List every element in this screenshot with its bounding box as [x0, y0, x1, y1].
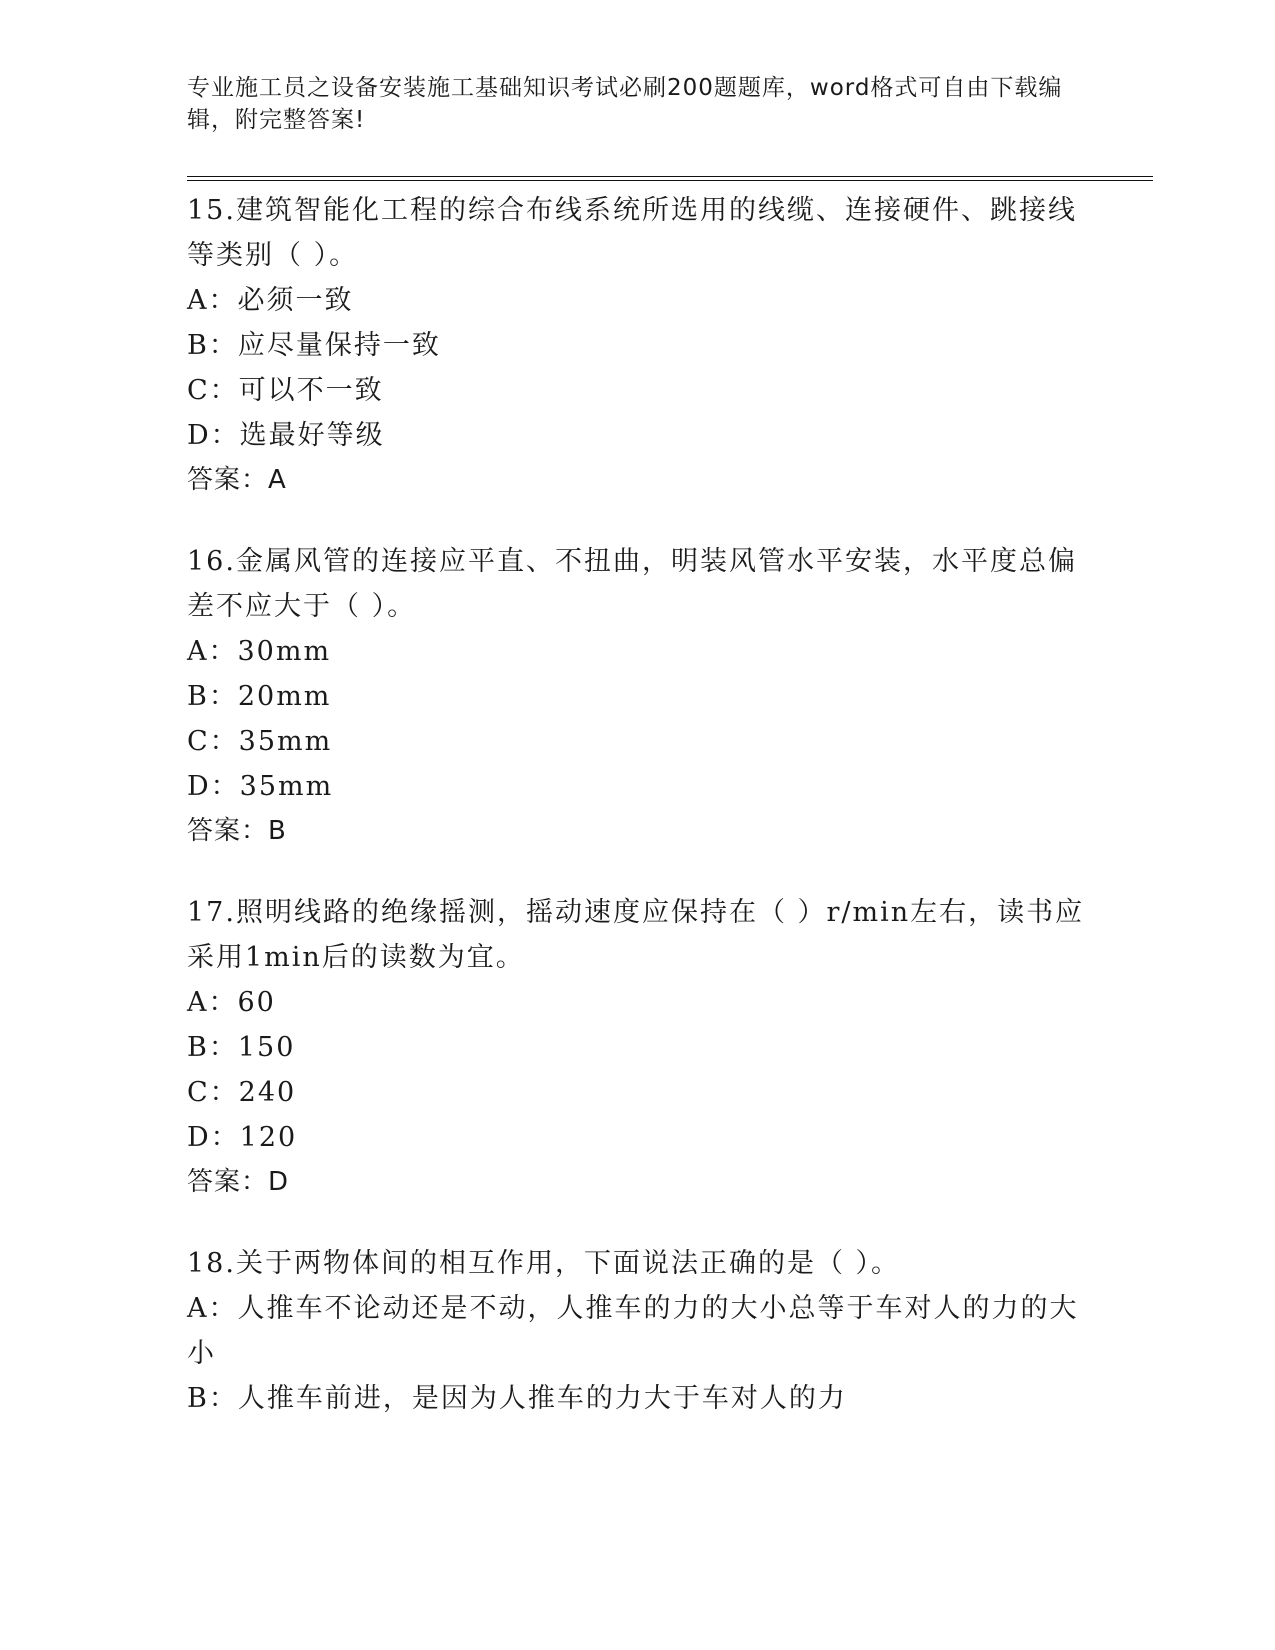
question-stem: 16.金属风管的连接应平直、不扭曲，明装风管水平安装，水平度总偏差不应大于（ ）。	[187, 546, 1077, 622]
option-c: C：240	[187, 1077, 297, 1108]
question-list	[187, 188, 1087, 1457]
document-title: 专业施工员之设备安装施工基础知识考试必刷200题题库，word格式可自由下载编辑，附完整答案!	[187, 75, 1063, 133]
option-b: B：20mm	[187, 681, 332, 712]
question-stem: 17.照明线路的绝缘摇测，摇动速度应保持在（ ）r/min左右，读书应采用1min后的读数为宜。	[187, 897, 1085, 973]
answer: 答案：D	[187, 1167, 290, 1197]
question-15	[187, 188, 1087, 503]
question-16	[187, 539, 1087, 854]
question-17	[187, 890, 1087, 1205]
option-b: B：应尽量保持一致	[187, 330, 441, 361]
header-divider	[187, 176, 1153, 181]
option-b: B：人推车前进，是因为人推车的力大于车对人的力	[187, 1383, 847, 1414]
question-stem: 15.建筑智能化工程的综合布线系统所选用的线缆、连接硬件、跳接线等类别（ ）。	[187, 195, 1077, 271]
option-d: D：选最好等级	[187, 420, 385, 451]
option-c: C：可以不一致	[187, 375, 384, 406]
answer: 答案：B	[187, 816, 287, 846]
document-header	[187, 72, 1067, 136]
answer: 答案：A	[187, 465, 287, 495]
option-d: D：35mm	[187, 771, 334, 802]
option-d: D：120	[187, 1122, 298, 1153]
question-18	[187, 1241, 1087, 1421]
option-a: A：人推车不论动还是不动，人推车的力的大小总等于车对人的力的大小	[187, 1293, 1079, 1369]
option-a: A：30mm	[187, 636, 332, 667]
option-b: B：150	[187, 1032, 296, 1063]
option-a: A：60	[187, 987, 276, 1018]
option-a: A：必须一致	[187, 285, 354, 316]
option-c: C：35mm	[187, 726, 333, 757]
question-stem: 18.关于两物体间的相互作用，下面说法正确的是（ ）。	[187, 1248, 901, 1279]
